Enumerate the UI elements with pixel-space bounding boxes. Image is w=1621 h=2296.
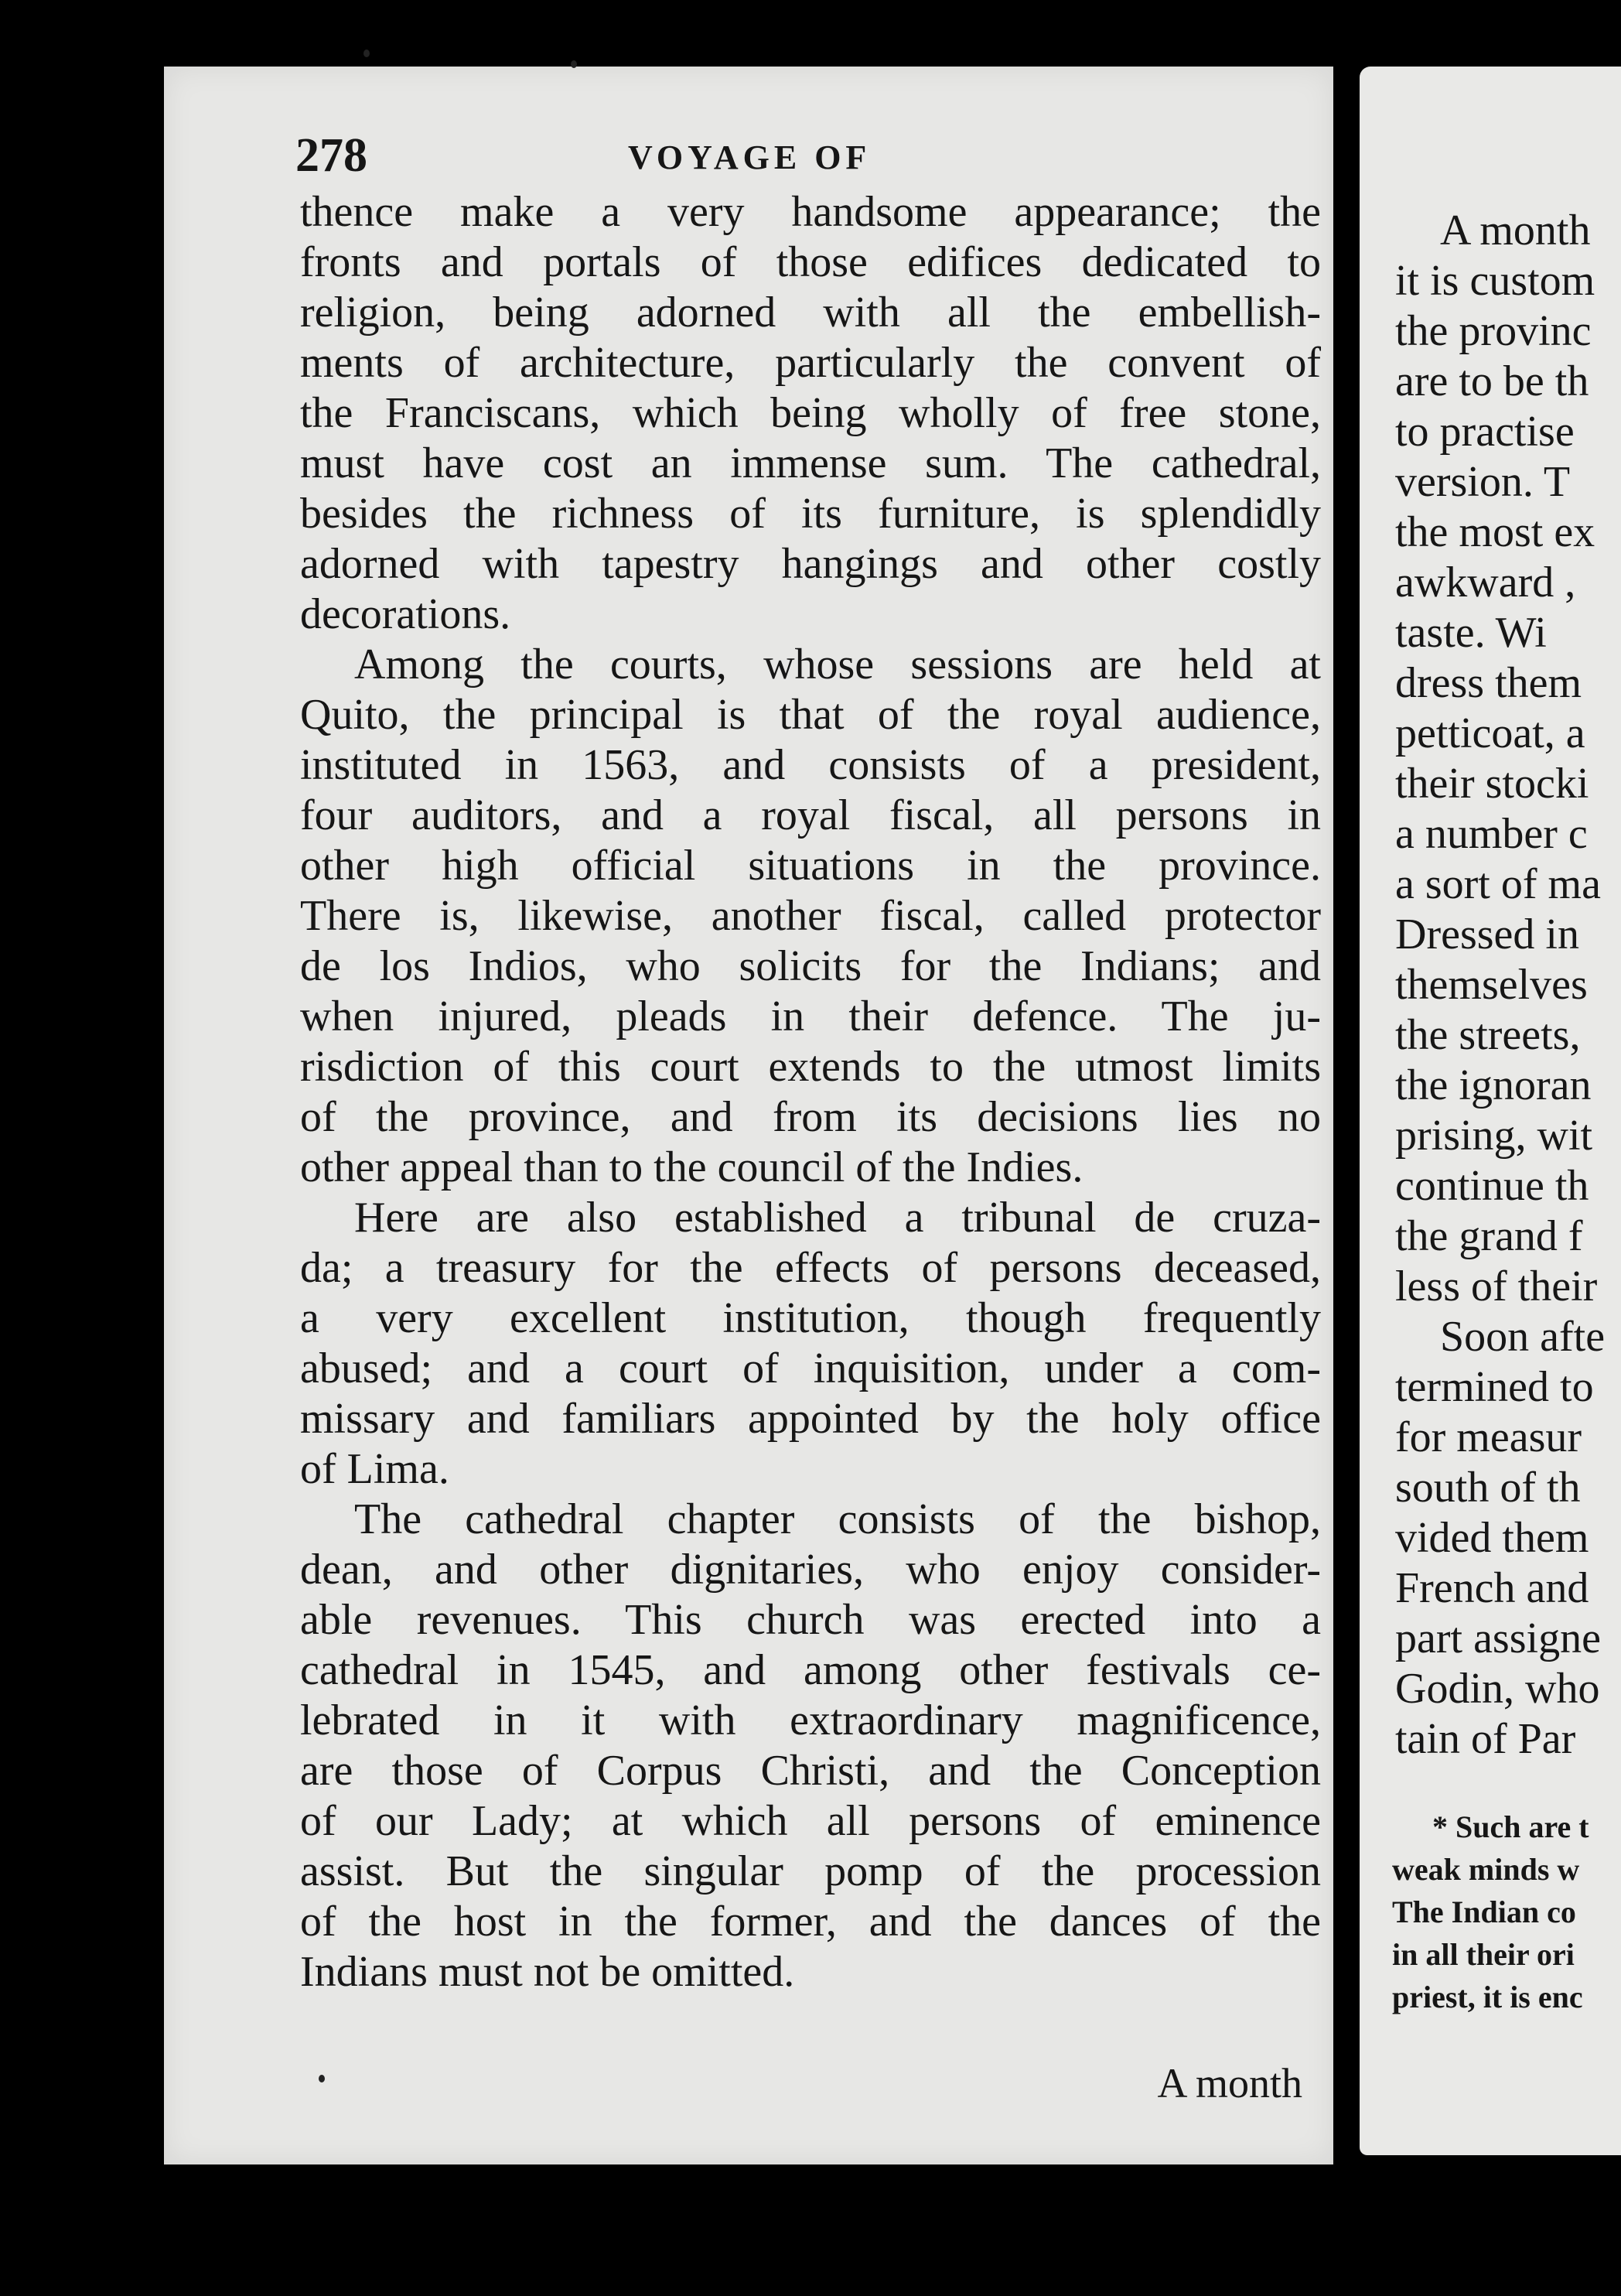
- right-page-text-block: [1395, 206, 1621, 1765]
- text-line: da; a treasury for the effects of persons deceased,: [300, 1244, 1321, 1292]
- text-line: less of their: [1395, 1262, 1598, 1310]
- text-line: for measur: [1395, 1413, 1582, 1461]
- text-line: of Lima.: [300, 1445, 449, 1493]
- text-line: Among the courts, whose sessions are held at: [354, 641, 1321, 688]
- text-line: There is, likewise, another fiscal, called protector: [300, 892, 1321, 940]
- text-line: dress them: [1395, 659, 1582, 707]
- text-line: version. T: [1395, 458, 1571, 506]
- text-line: to practise: [1395, 408, 1575, 456]
- text-line: weak minds w: [1392, 1852, 1580, 1887]
- ink-speck: [571, 60, 577, 68]
- main-text-block: [300, 187, 1321, 1997]
- text-line: decorations.: [300, 590, 511, 638]
- text-line: part assigne: [1395, 1614, 1601, 1662]
- text-line: instituted in 1563, and consists of a president,: [300, 741, 1321, 789]
- text-line: themselves: [1395, 961, 1588, 1009]
- text-line: awkward ,: [1395, 559, 1576, 606]
- text-line: Godin, who: [1395, 1665, 1600, 1713]
- text-line: assist. But the singular pomp of the procession: [300, 1847, 1321, 1895]
- text-line: * Such are t: [1432, 1809, 1589, 1844]
- text-line: dean, and other dignitaries, who enjoy consider-: [300, 1546, 1321, 1594]
- text-line: priest, it is enc: [1392, 1980, 1583, 2014]
- text-line: able revenues. This church was erected into a: [300, 1596, 1321, 1644]
- text-line: French and: [1395, 1564, 1589, 1612]
- text-line: A month: [1440, 207, 1591, 255]
- text-line: termined to: [1395, 1363, 1594, 1411]
- text-line: vided them: [1395, 1514, 1589, 1562]
- text-line: taste. Wi: [1395, 609, 1547, 657]
- text-line: Indians must not be omitted.: [300, 1948, 795, 1996]
- text-line: Dressed in: [1395, 911, 1579, 958]
- ink-speck: [363, 50, 370, 57]
- text-line: lebrated in it with extraordinary magnificence,: [300, 1696, 1321, 1744]
- text-line: tain of Par: [1395, 1715, 1576, 1763]
- text-line: cathedral in 1545, and among other festivals ce-: [300, 1646, 1321, 1694]
- text-line: the streets,: [1395, 1011, 1581, 1059]
- text-line: Soon afte: [1440, 1313, 1606, 1361]
- ink-speck: [319, 2075, 325, 2082]
- text-line: Here are also established a tribunal de cruza-: [354, 1194, 1321, 1242]
- text-line: are those of Corpus Christi, and the Conception: [300, 1747, 1321, 1795]
- text-line: de los Indios, who solicits for the Indians; and: [300, 942, 1321, 990]
- running-title: VOYAGE OF: [628, 138, 872, 176]
- text-line: south of th: [1395, 1464, 1581, 1512]
- text-line: a very excellent institution, though frequently: [300, 1294, 1321, 1342]
- text-line: must have cost an immense sum. The cathedral,: [300, 439, 1321, 487]
- text-line: religion, being adorned with all the embellish-: [300, 289, 1321, 337]
- text-line: missary and familiars appointed by the holy office: [300, 1395, 1321, 1443]
- text-line: four auditors, and a royal fiscal, all persons in: [300, 791, 1321, 839]
- text-line: other appeal than to the council of the Indies.: [300, 1143, 1084, 1191]
- text-line: it is custom: [1395, 257, 1595, 305]
- text-line: besides the richness of its furniture, is splendidly: [300, 490, 1321, 538]
- text-line: fronts and portals of those edifices dedicated to: [300, 238, 1321, 286]
- text-line: a number c: [1395, 810, 1588, 858]
- text-line: the ignoran: [1395, 1061, 1592, 1109]
- text-line: are to be th: [1395, 357, 1589, 405]
- text-line: of our Lady; at which all persons of eminence: [300, 1797, 1321, 1845]
- text-line: other high official situations in the province.: [300, 842, 1321, 890]
- right-page: [1360, 67, 1621, 2155]
- text-line: the grand f: [1395, 1212, 1583, 1260]
- text-line: The cathedral chapter consists of the bishop,: [354, 1495, 1321, 1543]
- text-line: when injured, pleads in their defence. The ju-: [300, 993, 1321, 1040]
- text-line: their stocki: [1395, 760, 1589, 808]
- text-line: The Indian co: [1392, 1895, 1576, 1929]
- text-line: risdiction of this court extends to the utmost limits: [300, 1043, 1321, 1091]
- text-line: a sort of ma: [1395, 860, 1601, 908]
- text-line: prising, wit: [1395, 1112, 1593, 1160]
- footnote-block: [1392, 1806, 1621, 2018]
- text-line: of the province, and from its decisions lies no: [300, 1093, 1321, 1141]
- page-number: 278: [295, 129, 367, 182]
- text-line: the most ex: [1395, 508, 1595, 556]
- text-line: petticoat, a: [1395, 709, 1585, 757]
- text-line: continue th: [1395, 1162, 1589, 1210]
- text-line: of the host in the former, and the dances of the: [300, 1898, 1321, 1946]
- text-line: abused; and a court of inquisition, under a com-: [300, 1344, 1321, 1392]
- text-line: Quito, the principal is that of the royal audience,: [300, 691, 1321, 739]
- text-line: ments of architecture, particularly the convent of: [300, 339, 1321, 387]
- text-line: in all their ori: [1392, 1937, 1575, 1972]
- running-head: [295, 128, 1324, 190]
- text-line: the Franciscans, which being wholly of free stone,: [300, 389, 1321, 437]
- left-page: [164, 67, 1333, 2164]
- text-line: thence make a very handsome appearance; the: [300, 188, 1321, 236]
- text-line: the provinc: [1395, 307, 1592, 355]
- catchword: A month: [1157, 2060, 1302, 2106]
- text-line: adorned with tapestry hangings and other costly: [300, 540, 1321, 588]
